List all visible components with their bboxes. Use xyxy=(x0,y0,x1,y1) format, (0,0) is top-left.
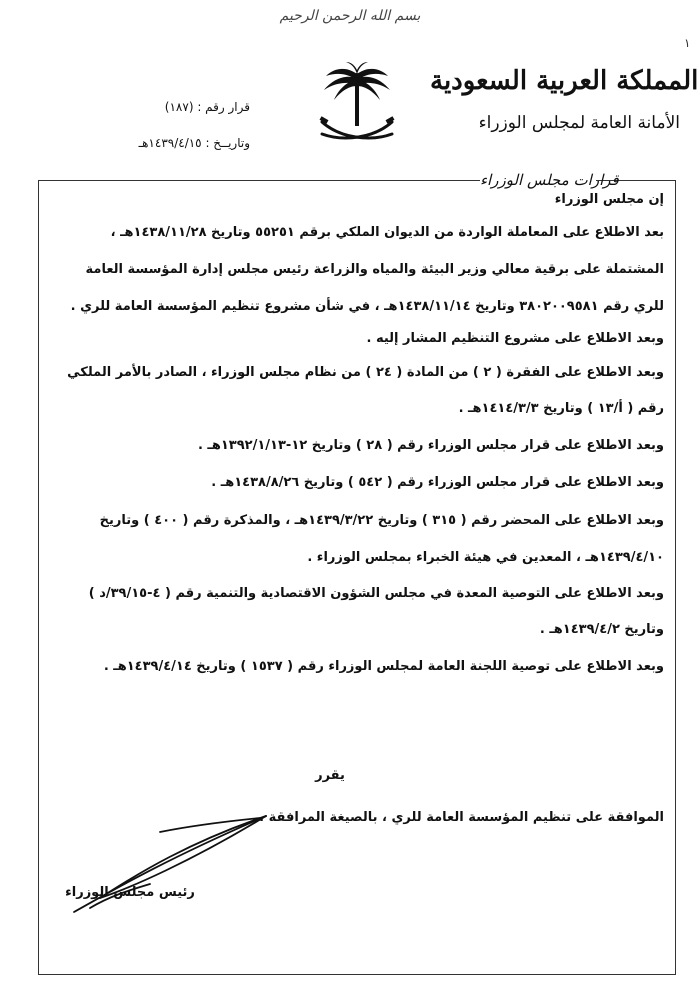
decision-number: قرار رقم : (١٨٧) xyxy=(164,100,250,114)
body-line: إن مجلس الوزراء xyxy=(554,192,664,207)
body-line: وبعد الاطلاع على الفقرة ( ٢ ) من المادة ( ٢٤ ) من نظام مجلس الوزراء ، الصادر بالأمر الملكي xyxy=(67,365,664,380)
approval-text: الموافقة على تنظيم المؤسسة العامة للري ، بالصيغة المرافقة . xyxy=(259,810,664,825)
palm-swords-emblem xyxy=(316,60,398,152)
body-line: ١٤٣٩/٤/١٠هـ ، المعدين في هيئة الخبراء بمجلس الوزراء . xyxy=(307,550,664,565)
body-line: وبعد الاطلاع على قرار مجلس الوزراء رقم ( ٢٨ ) وتاريخ ١٢-١٣٩٢/١/١٣هـ . xyxy=(197,438,664,453)
decision-date: وتاريــخ : ١٤٣٩/٤/١٥هـ xyxy=(138,136,250,150)
kingdom-name: المملكة العربية السعودية xyxy=(430,66,699,96)
signer-title: رئيس مجلس الوزراء xyxy=(65,885,195,900)
body-line: للري رقم ٣٨٠٢٠٠٩٥٨١ وتاريخ ١٤٣٨/١١/١٤هـ ، في شأن مشروع تنظيم المؤسسة العامة للري . xyxy=(70,299,664,314)
body-line: بعد الاطلاع على المعاملة الواردة من الديوان الملكي برقم ٥٥٢٥١ وتاريخ ١٤٣٨/١١/٢٨هـ ، xyxy=(110,225,664,240)
body-line: وبعد الاطلاع على قرار مجلس الوزراء رقم ( ٥٤٢ ) وتاريخ ١٤٣٨/٨/٢٦هـ . xyxy=(211,475,664,490)
body-line: وبعد الاطلاع على التوصية المعدة في مجلس الشؤون الاقتصادية والتنمية رقم ( ٤-٣٩/١٥/د ) xyxy=(88,586,664,601)
body-line: وبعد الاطلاع على مشروع التنظيم المشار إليه . xyxy=(366,331,664,346)
decision-body xyxy=(56,190,664,676)
body-line: المشتملة على برقية معالي وزير البيئة والمياه والزراعة رئيس مجلس إدارة المؤسسة العامة xyxy=(85,262,664,277)
signature-quill-pen xyxy=(70,812,270,922)
secretariat-name: الأمانة العامة لمجلس الوزراء xyxy=(478,113,680,133)
body-line: وبعد الاطلاع على توصية اللجنة العامة لمجلس الوزراء رقم ( ١٥٣٧ ) وتاريخ ١٤٣٩/٤/١٤هـ . xyxy=(103,659,664,674)
basmala-heading: بسم الله الرحمن الرحيم xyxy=(279,8,421,24)
body-line: وتاريخ ١٤٣٩/٤/٢هـ . xyxy=(539,622,664,637)
resolved-heading: يقرر xyxy=(315,768,345,783)
page-corner-mark: ١ xyxy=(684,36,691,50)
body-line: وبعد الاطلاع على المحضر رقم ( ٣١٥ ) وتاريخ ١٤٣٩/٣/٢٢هـ ، والمذكرة رقم ( ٤٠٠ ) وتاريخ xyxy=(99,513,664,528)
section-title: قرارات مجلس الوزراء xyxy=(480,171,619,189)
body-line: رقم ( أ/١٣ ) وتاريخ ١٤١٤/٣/٣هـ . xyxy=(458,401,664,416)
